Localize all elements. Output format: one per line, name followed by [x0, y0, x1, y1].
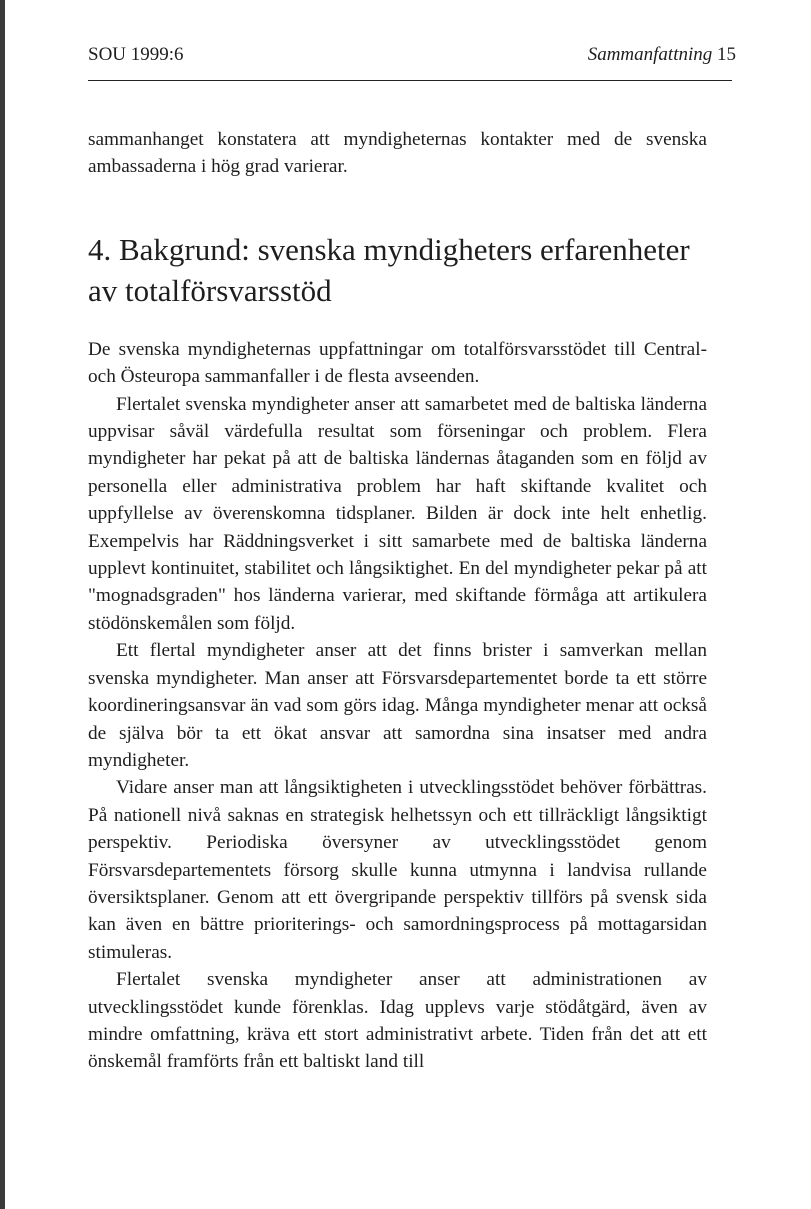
report-id: SOU 1999:6: [88, 44, 184, 65]
section-name: Sammanfattning: [587, 44, 713, 65]
body-paragraph-2: Flertalet svenska myndigheter anser att samarbetet med de baltiska länderna uppvisar såväl värdefulla resultat som förseningar och problem. Flera myndigheter har pekat på att de baltiska ländernas åtaganden som en följd av personella eller administrativa problem har haft skiftande kvalitet och uppfyllelse av överenskomna tidsplaner. Bilden är dock inte helt enhetlig. Exempelvis har Räddningsverket i sitt samarbete med de baltiska länderna upplevt kontinuitet, stabilitet och långsiktighet. En del myndigheter pekar på att "mognadsgraden" hos länderna varierar, med skiftande förmåga att artikulera stödönskemålen som följd.: [88, 393, 707, 634]
scan-edge-shadow: [0, 0, 5, 1209]
page-number: 15: [717, 44, 736, 65]
header-section-and-page: [588, 44, 736, 66]
page-body: [88, 126, 707, 1076]
body-paragraph-3: Ett flertal myndigheter anser att det finns brister i samverkan mellan svenska myndigheter. Man anser att Försvarsdepartementet borde ta ett större koordineringsansvar än vad som görs idag. Många myndigheter menar att också de själva bör ta ett ökat ansvar att samordna sina insatser med andra myndigheter.: [88, 640, 707, 771]
body-paragraph-1: De svenska myndigheternas uppfattningar om totalförsvarsstödet till Central- och Östeuropa sammanfaller i de flesta avseenden.: [88, 338, 707, 388]
section-heading: 4. Bakgrund: svenska myndigheters erfarenheter av totalförsvarsstöd: [88, 231, 690, 308]
header-rule: [88, 80, 732, 81]
running-header: [88, 44, 736, 76]
body-paragraph-4: Vidare anser man att långsiktigheten i utvecklingsstödet behöver förbättras. På nationell nivå saknas en strategisk helhetssyn och ett tillräckligt långsiktigt perspektiv. Periodiska översyner av utvecklingsstödet genom Försvarsdepartementets försorg skulle kunna utmynna i landvisa rullande översiktsplaner. Genom att ett övergripande perspektiv tillförs på svensk sida kan även en bättre prioriterings- och samordningsprocess på mottagarsidan stimuleras.: [88, 777, 707, 963]
intro-paragraph: sammanhanget konstatera att myndigheternas kontakter med de svenska ambassaderna i hög grad varierar.: [88, 129, 707, 178]
body-paragraph-5: Flertalet svenska myndigheter anser att administrationen av utvecklingsstödet kunde förenklas. Idag upplevs varje stödåtgärd, även av mindre omfattning, kräva ett stort administrativt arbete. Tiden från det att ett önskemål framförts från ett baltiskt land till: [88, 969, 707, 1073]
